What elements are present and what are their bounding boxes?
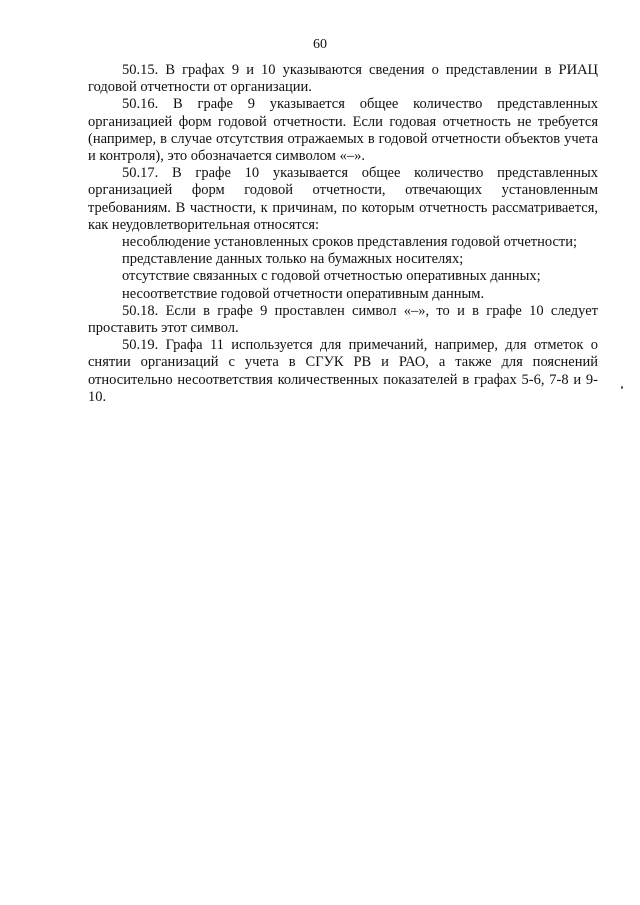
scan-speck bbox=[621, 386, 623, 389]
paragraph-number: 50.15. bbox=[122, 62, 159, 78]
paragraph-number: 50.18. bbox=[122, 302, 159, 319]
reason-item: отсутствие связанных с годовой отчетностью оперативных данных; bbox=[122, 268, 541, 285]
paragraph-text: Графа 11 используется для примечаний, например, для отметок о снятии организаций с учета в СГУК РВ и РАО, а также для пояснений относительно несоответствия количественных показателей в графах 5-6, 7-8 и 9-10. bbox=[88, 337, 598, 405]
paragraph-50-15 bbox=[88, 62, 598, 96]
paragraph-50-18 bbox=[88, 303, 598, 337]
paragraph-text: Если в графе 9 проставлен символ «–», то и в графе 10 следует проставить этот символ. bbox=[88, 302, 599, 337]
paragraph-50-19 bbox=[88, 337, 598, 406]
paragraph-number: 50.17. bbox=[122, 165, 159, 182]
page-number: 60 bbox=[313, 37, 327, 52]
reason-item: представление данных только на бумажных носителях; bbox=[122, 251, 464, 268]
reason-item: несоблюдение установленных сроков представления годовой отчетности; bbox=[122, 234, 578, 251]
paragraph-50-16 bbox=[88, 96, 598, 165]
paragraph-text: В графе 10 указывается общее количество представленных организацией форм годовой отчетности, отвечающих установленным требованиям. В частности, к причинам, по которым отчетность рассматривается, как неудовлетворительная относятся: bbox=[88, 165, 598, 233]
paragraph-50-17 bbox=[88, 165, 598, 234]
paragraph-number: 50.19. bbox=[122, 337, 159, 354]
paragraph-text: В графе 9 указывается общее количество представленных организацией форм годовой отчетности. Если годовая отчетность не требуется (например, в случае отсутствия отражаемых в годовой отчетности объектов учета и контроля), это обозначается символом «–». bbox=[88, 96, 599, 165]
paragraph-text: В графах 9 и 10 указываются сведения о представлении в РИАЦ годовой отчетности от организации. bbox=[88, 62, 599, 96]
document-body bbox=[88, 62, 598, 406]
paragraph-number: 50.16. bbox=[122, 96, 159, 113]
reason-item: несоответствие годовой отчетности оперативным данным. bbox=[122, 285, 485, 302]
